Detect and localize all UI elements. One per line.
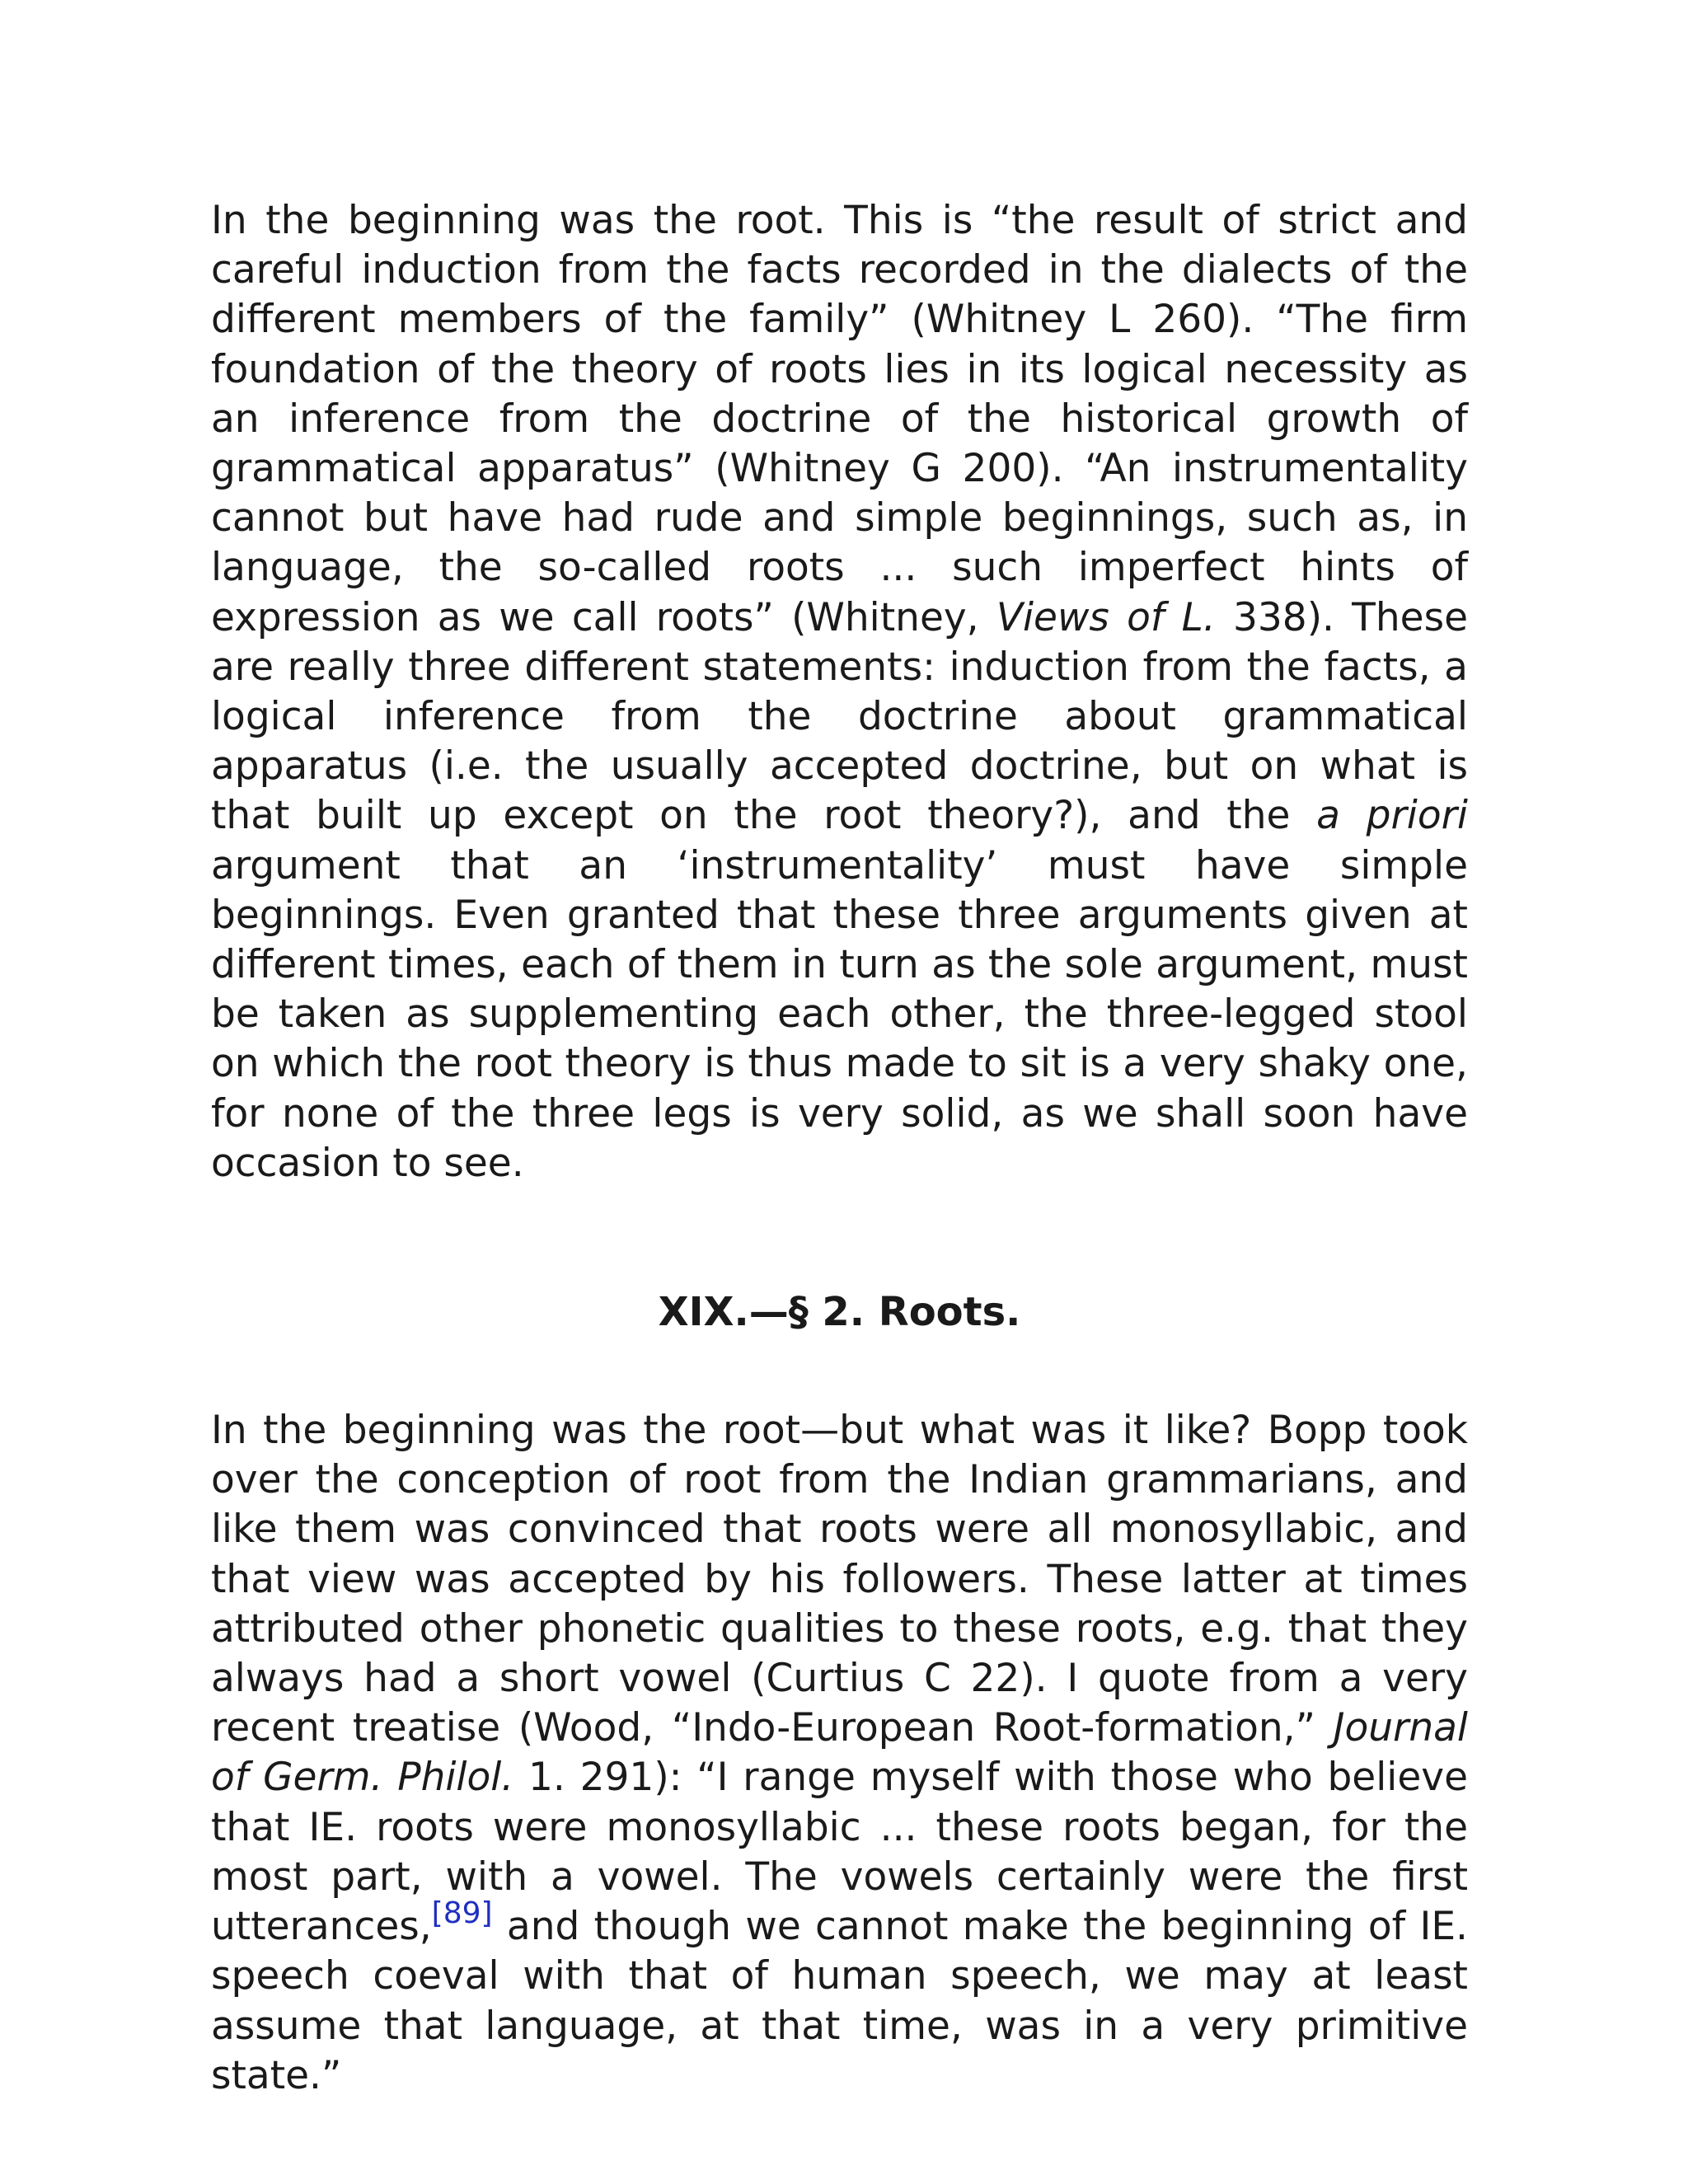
section-heading: XIX.—§ 2. Roots. — [658, 1289, 1021, 1336]
italic-journal-title: Journal of Germ. Philol. — [211, 1705, 1468, 1801]
footnote-link-89[interactable]: [89] — [431, 1896, 493, 1931]
paragraph-roots — [211, 1406, 1468, 2101]
text-run: In the beginning was the root. This is “the result of strict and careful induction from the facts recorded in the dialects of the different members of the family” (Whitney L 260). “The firm foundation of the theory of roots lies in its logical necessity as an inference from the doctrine of the historical growth of grammatical apparatus” (Whitney G 200). “An instrumentality cannot but have had rude and simple beginnings, such as, in language, the so-called roots ... such imperfect hints of expression as we call roots” (Whitney, — [211, 198, 1468, 640]
document-page — [211, 196, 1468, 2101]
text-run: 1. 291): “I range myself with those who believe that IE. roots were monosyllabic ... these roots began, for the most part, with a vowel. The vowels certainly were the first utterances, — [211, 1755, 1468, 1950]
text-run: and though we cannot make the beginning of IE. speech coeval with that of human speech, we may at least assume that language, at that time, was in a very primitive state.” — [211, 1904, 1468, 2098]
text-run: In the beginning was the root—but what was it like? Bopp took over the conception of root from the Indian grammarians, and like them was convinced that roots were all monosyllabic, and that view was accepted by his followers. These latter at times attributed other phonetic qualities to these roots, e.g. that they always had a short vowel (Curtius C 22). I quote from a very recent treatise (Wood, “Indo-European Root-formation,” — [211, 1408, 1468, 1751]
text-run: 338). These are really three different statements: induction from the facts, a logical inference from the doctrine about grammatical apparatus (i.e. the usually accepted doctrine, but on what is that built up except on the root theory?), and the — [211, 594, 1469, 839]
text-run: argument that an ‘instrumentality’ must have simple beginnings. Even granted that these three arguments given at different times, each of them in turn as the sole argument, must be taken as supplementing each other, the three-legged stool on which the root theory is thus made to sit is a very shaky one, for none of the three legs is very solid, as we shall soon have occasion to see. — [211, 842, 1468, 1186]
italic-title-views-of-l: Views of L. — [996, 594, 1216, 640]
paragraph-root-theory — [211, 196, 1468, 1188]
italic-a-priori: a priori — [1316, 793, 1468, 839]
